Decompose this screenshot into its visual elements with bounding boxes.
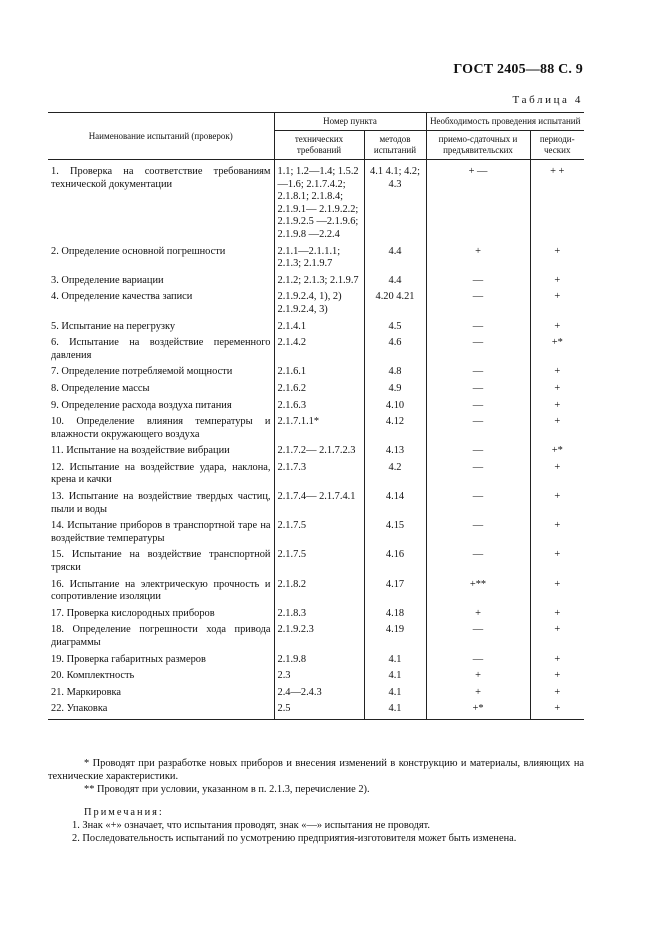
note-2: 2. Последовательность испытаний по усмотрению предприятия-изготовителя может быть изменена. <box>72 833 517 844</box>
col-header-punkt: Номер пункта <box>274 113 426 131</box>
table-row <box>48 160 584 244</box>
table-row <box>48 547 584 576</box>
row-periodic: + <box>530 547 584 576</box>
row-periodic: + <box>530 414 584 443</box>
table-row <box>48 577 584 606</box>
row-method: 4.14 <box>364 489 426 518</box>
row-name: 2. Определение основной погрешности <box>51 245 226 257</box>
table-row <box>48 701 584 719</box>
row-periodic: + <box>530 606 584 623</box>
table-row <box>48 335 584 364</box>
row-periodic: +* <box>530 335 584 364</box>
footnotes <box>48 757 584 845</box>
row-method: 4.10 <box>364 398 426 415</box>
row-acceptance: + — <box>426 160 530 244</box>
table-row <box>48 518 584 547</box>
col-header-need: Необходимость проведения испытаний <box>426 113 584 131</box>
row-acceptance: + <box>426 606 530 623</box>
row-tech: 2.1.1—2.1.1.1; 2.1.3; 2.1.9.7 <box>274 244 364 273</box>
row-acceptance: — <box>426 414 530 443</box>
row-name: 20. Комплектность <box>51 670 135 682</box>
row-acceptance: — <box>426 547 530 576</box>
table-body <box>48 160 584 720</box>
row-method: 4.1 <box>364 701 426 719</box>
footnote-1: * Проводят при разработке новых приборов и внесения изменений в конструкцию и материалы, влияющих на технические характеристики. <box>48 758 584 782</box>
row-acceptance: — <box>426 273 530 290</box>
table-row <box>48 652 584 669</box>
row-tech: 2.4—2.4.3 <box>274 685 364 702</box>
row-periodic: + + <box>530 160 584 244</box>
row-tech: 2.1.7.3 <box>274 460 364 489</box>
row-tech: 2.1.6.1 <box>274 364 364 381</box>
row-acceptance: — <box>426 443 530 460</box>
row-method: 4.20 4.21 <box>364 289 426 318</box>
row-name: 8. Определение массы <box>51 382 150 394</box>
row-acceptance: — <box>426 364 530 381</box>
row-periodic: + <box>530 577 584 606</box>
table-row <box>48 685 584 702</box>
row-tech: 2.5 <box>274 701 364 719</box>
row-method: 4.6 <box>364 335 426 364</box>
row-method: 4.15 <box>364 518 426 547</box>
row-tech: 2.1.9.2.4, 1), 2) 2.1.9.2.4, 3) <box>274 289 364 318</box>
row-periodic: + <box>530 273 584 290</box>
row-periodic: + <box>530 489 584 518</box>
row-periodic: + <box>530 685 584 702</box>
row-name: 17. Проверка кислородных приборов <box>51 607 215 619</box>
row-method: 4.12 <box>364 414 426 443</box>
row-name: 15. Испытание на воздействие транспортной тряски <box>51 549 271 574</box>
table-row <box>48 460 584 489</box>
col-header-periodic: периоди-ческих <box>530 131 584 160</box>
row-tech: 2.3 <box>274 668 364 685</box>
row-method: 4.9 <box>364 381 426 398</box>
table-row <box>48 364 584 381</box>
row-method: 4.4 <box>364 244 426 273</box>
row-acceptance: + <box>426 244 530 273</box>
row-method: 4.17 <box>364 577 426 606</box>
table-row <box>48 606 584 623</box>
row-tech: 2.1.7.5 <box>274 518 364 547</box>
table-row <box>48 289 584 318</box>
row-acceptance: — <box>426 622 530 651</box>
row-method: 4.2 <box>364 460 426 489</box>
row-method: 4.19 <box>364 622 426 651</box>
table-label: Таблица 4 <box>512 94 583 106</box>
footnote-2: ** Проводят при условии, указанном в п. 2.1.3, перечисление 2). <box>84 784 370 795</box>
row-periodic: + <box>530 652 584 669</box>
row-name: 19. Проверка габаритных размеров <box>51 653 206 665</box>
note-1: 1. Знак «+» означает, что испытания проводят, знак «—» испытания не проводят. <box>72 820 431 831</box>
row-method: 4.5 <box>364 319 426 336</box>
row-tech: 2.1.4.2 <box>274 335 364 364</box>
table-row <box>48 443 584 460</box>
row-tech: 2.1.6.3 <box>274 398 364 415</box>
table-row <box>48 319 584 336</box>
row-name: 12. Испытание на воздействие удара, наклона, крена и качки <box>51 461 271 486</box>
row-name: 5. Испытание на перегрузку <box>51 320 176 332</box>
row-name: 1. Проверка на соответствие требованиям технической документации <box>51 166 271 190</box>
row-method: 4.1 <box>364 668 426 685</box>
row-tech: 1.1; 1.2—1.4; 1.5.2—1.6; 2.1.7.4.2; 2.1.8.1; 2.1.8.4; 2.1.9.1— 2.1.9.2.2; 2.1.9.2.5 —2.1.9.6; 2.1.9.8 —2.2.4 <box>274 160 364 244</box>
row-tech: 2.1.7.5 <box>274 547 364 576</box>
row-tech: 2.1.6.2 <box>274 381 364 398</box>
row-name: 16. Испытание на электрическую прочность и сопротивление изоляции <box>51 578 271 603</box>
table-row <box>48 489 584 518</box>
row-name: 11. Испытание на воздействие вибрации <box>51 445 230 457</box>
row-name: 7. Определение потребляемой мощности <box>51 366 233 378</box>
row-periodic: + <box>530 319 584 336</box>
row-method: 4.13 <box>364 443 426 460</box>
row-method: 4.1 4.1; 4.2; 4.3 <box>364 160 426 244</box>
row-periodic: + <box>530 364 584 381</box>
row-tech: 2.1.8.2 <box>274 577 364 606</box>
table-row <box>48 668 584 685</box>
row-name: 3. Определение вариации <box>51 274 164 286</box>
tests-table <box>48 112 584 720</box>
table-row <box>48 244 584 273</box>
table-row <box>48 622 584 651</box>
row-name: 18. Определение погрешности хода привода диаграммы <box>51 624 271 648</box>
row-method: 4.18 <box>364 606 426 623</box>
row-name: 13. Испытание на воздействие твердых частиц, пыли и воды <box>51 491 271 515</box>
col-header-name: Наименование испытаний (проверок) <box>48 113 274 160</box>
row-acceptance: +* <box>426 701 530 719</box>
row-name: 10. Определение влияния температуры и влажности окружающего воздуха <box>51 416 271 440</box>
row-tech: 2.1.9.8 <box>274 652 364 669</box>
row-method: 4.8 <box>364 364 426 381</box>
row-tech: 2.1.4.1 <box>274 319 364 336</box>
row-tech: 2.1.2; 2.1.3; 2.1.9.7 <box>274 273 364 290</box>
row-acceptance: — <box>426 319 530 336</box>
row-acceptance: — <box>426 381 530 398</box>
table-row <box>48 381 584 398</box>
row-tech: 2.1.7.4— 2.1.7.4.1 <box>274 489 364 518</box>
col-header-methods: методов испытаний <box>364 131 426 160</box>
row-periodic: + <box>530 289 584 318</box>
row-acceptance: — <box>426 398 530 415</box>
row-periodic: + <box>530 244 584 273</box>
table-row <box>48 414 584 443</box>
row-name: 14. Испытание приборов в транспортной таре на воздействие температуры <box>51 520 271 544</box>
row-method: 4.1 <box>364 652 426 669</box>
col-header-acceptance: приемо-сдаточных и предъявительских <box>426 131 530 160</box>
row-tech: 2.1.7.2— 2.1.7.2.3 <box>274 443 364 460</box>
row-name: 6. Испытание на воздействие переменного давления <box>51 337 271 361</box>
row-acceptance: — <box>426 652 530 669</box>
row-method: 4.4 <box>364 273 426 290</box>
row-name: 9. Определение расхода воздуха питания <box>51 399 232 411</box>
row-periodic: + <box>530 668 584 685</box>
row-acceptance: — <box>426 289 530 318</box>
row-acceptance: — <box>426 518 530 547</box>
row-method: 4.1 <box>364 685 426 702</box>
row-acceptance: +** <box>426 577 530 606</box>
row-acceptance: + <box>426 685 530 702</box>
table-row <box>48 273 584 290</box>
row-tech: 2.1.7.1.1* <box>274 414 364 443</box>
row-acceptance: — <box>426 460 530 489</box>
notes-title: Примечания: <box>84 807 164 818</box>
row-periodic: + <box>530 622 584 651</box>
row-periodic: + <box>530 701 584 719</box>
row-acceptance: — <box>426 489 530 518</box>
row-periodic: + <box>530 518 584 547</box>
row-periodic: + <box>530 398 584 415</box>
row-periodic: + <box>530 381 584 398</box>
table-row <box>48 398 584 415</box>
row-method: 4.16 <box>364 547 426 576</box>
page-header: ГОСТ 2405—88 С. 9 <box>453 62 583 77</box>
row-tech: 2.1.9.2.3 <box>274 622 364 651</box>
row-name: 4. Определение качества записи <box>51 291 193 303</box>
row-acceptance: + <box>426 668 530 685</box>
row-name: 22. Упаковка <box>48 701 274 719</box>
row-periodic: + <box>530 460 584 489</box>
row-name: 21. Маркировка <box>51 686 122 698</box>
row-acceptance: — <box>426 335 530 364</box>
row-tech: 2.1.8.3 <box>274 606 364 623</box>
row-periodic: +* <box>530 443 584 460</box>
col-header-tech: технических требований <box>274 131 364 160</box>
